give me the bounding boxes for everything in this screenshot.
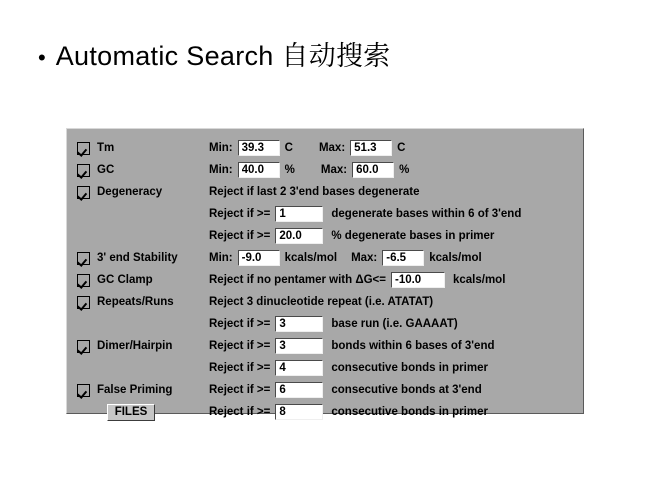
row-repeats-line2: [77, 313, 573, 335]
tm-min-unit: C: [284, 142, 293, 154]
checkbox-repeats[interactable]: [77, 296, 195, 309]
checkbox-dimer-box[interactable]: [77, 340, 90, 353]
checkbox-gc-clamp[interactable]: [77, 274, 195, 287]
repeats-line2-after-label: base run (i.e. GAAAAT): [331, 318, 458, 330]
checkbox-degeneracy-box[interactable]: [77, 186, 90, 199]
stability-max-input[interactable]: [382, 250, 424, 266]
checkbox-stability-label: 3' end Stability: [97, 252, 178, 264]
gc-clamp-input[interactable]: [391, 272, 445, 288]
false-priming-line2-after-label: consecutive bonds in primer: [331, 406, 488, 418]
checkbox-stability[interactable]: [77, 252, 195, 265]
checkbox-gc[interactable]: [77, 164, 195, 177]
stability-min-label: Min:: [209, 252, 233, 264]
row-gc-clamp: [77, 269, 573, 291]
checkbox-repeats-box[interactable]: [77, 296, 90, 309]
false-priming-line1-input[interactable]: [275, 382, 323, 398]
automatic-search-panel: [66, 128, 584, 418]
row-stability: [77, 247, 573, 269]
checkbox-dimer[interactable]: [77, 340, 195, 353]
repeats-line2-reject-label: Reject if >=: [209, 318, 271, 330]
stability-max-label: Max:: [351, 252, 378, 264]
degeneracy-line3-input[interactable]: [275, 228, 323, 244]
tm-max-unit: C: [397, 142, 406, 154]
degeneracy-line2-after-label: degenerate bases within 6 of 3'end: [331, 208, 522, 220]
checkbox-degeneracy-label: Degeneracy: [97, 186, 163, 198]
bullet-icon: •: [38, 45, 46, 70]
row-gc: [77, 159, 573, 181]
tm-max-label: Max:: [318, 142, 346, 154]
tm-min-label: Min:: [209, 142, 233, 154]
dimer-line1-input[interactable]: [275, 338, 323, 354]
slide-title-bullet: [38, 34, 391, 73]
false-priming-line2-input[interactable]: [275, 404, 323, 420]
degeneracy-line2-reject-label: Reject if >=: [209, 208, 271, 220]
checkbox-repeats-label: Repeats/Runs: [97, 296, 174, 308]
gc-max-input[interactable]: [352, 162, 394, 178]
row-dimer: [77, 335, 573, 357]
checkbox-false-priming[interactable]: [77, 384, 195, 397]
gc-clamp-text-before: Reject if no pentamer with ΔG<=: [209, 274, 386, 286]
false-priming-line1-after-label: consecutive bonds at 3'end: [331, 384, 482, 396]
stability-min-input[interactable]: [238, 250, 280, 266]
gc-max-unit: %: [399, 164, 410, 176]
checkbox-stability-box[interactable]: [77, 252, 90, 265]
row-dimer-line2: [77, 357, 573, 379]
row-tm: [77, 137, 573, 159]
checkbox-gc-clamp-box[interactable]: [77, 274, 90, 287]
checkbox-degeneracy[interactable]: [77, 186, 195, 199]
checkbox-gc-label: GC: [97, 164, 115, 176]
dimer-line1-reject-label: Reject if >=: [209, 340, 271, 352]
dimer-line2-reject-label: Reject if >=: [209, 362, 271, 374]
row-false-priming-line2: [77, 401, 573, 423]
dimer-line2-input[interactable]: [275, 360, 323, 376]
checkbox-false-priming-label: False Priming: [97, 384, 173, 396]
files-button-cell: [77, 404, 195, 421]
checkbox-tm-box[interactable]: [77, 142, 90, 155]
checkbox-gc-box[interactable]: [77, 164, 90, 177]
row-degeneracy-line2: [77, 203, 573, 225]
row-degeneracy-line3: [77, 225, 573, 247]
dimer-line2-after-label: consecutive bonds in primer: [331, 362, 488, 374]
gc-clamp-text-after: kcals/mol: [452, 274, 506, 286]
files-button[interactable]: FILES: [107, 404, 155, 421]
gc-max-label: Max:: [320, 164, 348, 176]
tm-min-input[interactable]: [238, 140, 280, 156]
checkbox-tm[interactable]: [77, 142, 195, 155]
repeats-line1-text: Reject 3 dinucleotide repeat (i.e. ATATAT): [209, 296, 434, 308]
gc-min-label: Min:: [209, 164, 233, 176]
repeats-line2-input[interactable]: [275, 316, 323, 332]
degeneracy-line3-after-label: % degenerate bases in primer: [331, 230, 495, 242]
degeneracy-line3-reject-label: Reject if >=: [209, 230, 271, 242]
row-repeats: [77, 291, 573, 313]
stability-max-unit: kcals/mol: [429, 252, 482, 264]
degeneracy-line1-text: Reject if last 2 3'end bases degenerate: [209, 186, 420, 198]
checkbox-false-priming-box[interactable]: [77, 384, 90, 397]
row-false-priming: [77, 379, 573, 401]
gc-min-input[interactable]: [238, 162, 280, 178]
false-priming-line2-reject-label: Reject if >=: [209, 406, 271, 418]
tm-max-input[interactable]: [350, 140, 392, 156]
dimer-line1-after-label: bonds within 6 bases of 3'end: [331, 340, 495, 352]
gc-min-unit: %: [284, 164, 295, 176]
stability-min-unit: kcals/mol: [284, 252, 338, 264]
page-title: Automatic Search 自动搜索: [55, 41, 391, 71]
checkbox-dimer-label: Dimer/Hairpin: [97, 340, 173, 352]
degeneracy-line2-input[interactable]: [275, 206, 323, 222]
false-priming-line1-reject-label: Reject if >=: [209, 384, 271, 396]
row-degeneracy: [77, 181, 573, 203]
checkbox-tm-label: Tm: [97, 142, 115, 154]
checkbox-gc-clamp-label: GC Clamp: [97, 274, 153, 286]
